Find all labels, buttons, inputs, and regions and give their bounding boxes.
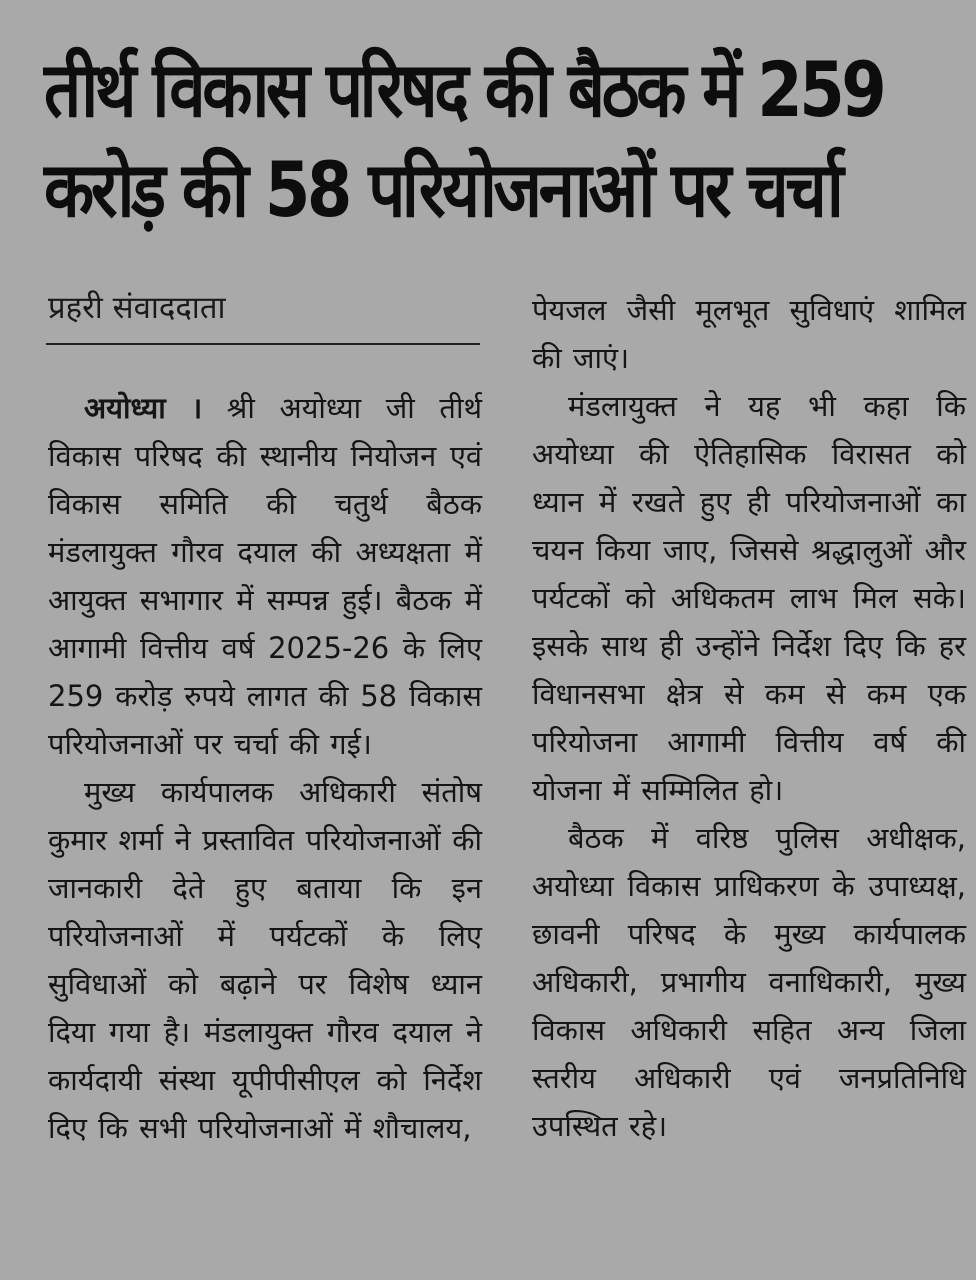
article-paragraph xyxy=(48,384,482,768)
article-paragraph: बैठक में वरिष्ठ पुलिस अधीक्षक, अयोध्या विकास प्राधिकरण के उपाध्यक्ष, छावनी परिषद के मुख्य कार्यपालक अधिकारी, प्रभागीय वनाधिकारी, मुख्य विकास अधिकारी सहित अन्य जिला स्तरीय अधिकारी एवं जनप्रतिनिधि उपस्थित रहे। xyxy=(532,821,966,1143)
article-paragraph: मंडलायुक्त ने यह भी कहा कि अयोध्या की ऐतिहासिक विरासत को ध्यान में रखते हुए ही परियोजनाओं का चयन किया जाए, जिससे श्रद्धालुओं और पर्यटकों को अधिकतम लाभ मिल सके। इसके साथ ही उन्होंने निर्देश दिए कि हर विधानसभा क्षेत्र से कम से कम एक परियोजना आगामी वित्तीय वर्ष की योजना में सम्मिलित हो। xyxy=(532,389,966,807)
headline-line-2: करोड़ की 58 परियोजनाओं पर चर्चा xyxy=(44,145,841,234)
byline: प्रहरी संवाददाता xyxy=(48,290,226,326)
headline-line-1: तीर्थ विकास परिषद की बैठक में 259 xyxy=(44,45,884,134)
byline-divider xyxy=(46,343,480,345)
article-paragraph: मुख्य कार्यपालक अधिकारी संतोष कुमार शर्मा ने प्रस्तावित परियोजनाओं की जानकारी देते हुए बताया कि इन परियोजनाओं में पर्यटकों के लिए सुविधाओं को बढ़ाने पर विशेष ध्यान दिया गया है। मंडलायुक्त गौरव दयाल ने कार्यदायी संस्था यूपीपीसीएल को निर्देश दिए कि सभी परियोजनाओं में शौचालय, xyxy=(48,775,482,1145)
article-paragraph-continued: पेयजल जैसी मूलभूत सुविधाएं शामिल की जाएं। xyxy=(532,293,966,375)
headline xyxy=(44,40,884,240)
article-column-left xyxy=(48,384,482,1152)
paragraph-text: श्री अयोध्या जी तीर्थ विकास परिषद की स्थानीय नियोजन एवं विकास समिति की चतुर्थ बैठक मंडलायुक्त गौरव दयाल की अध्यक्षता में आयुक्त सभागार में सम्पन्न हुई। बैठक में आगामी वित्तीय वर्ष 2025-26 के लिए 259 करोड़ रुपये लागत की 58 विकास परियोजनाओं पर चर्चा की गई। xyxy=(48,391,482,761)
article-column-right xyxy=(532,286,966,1150)
dateline: अयोध्या । xyxy=(84,391,203,425)
